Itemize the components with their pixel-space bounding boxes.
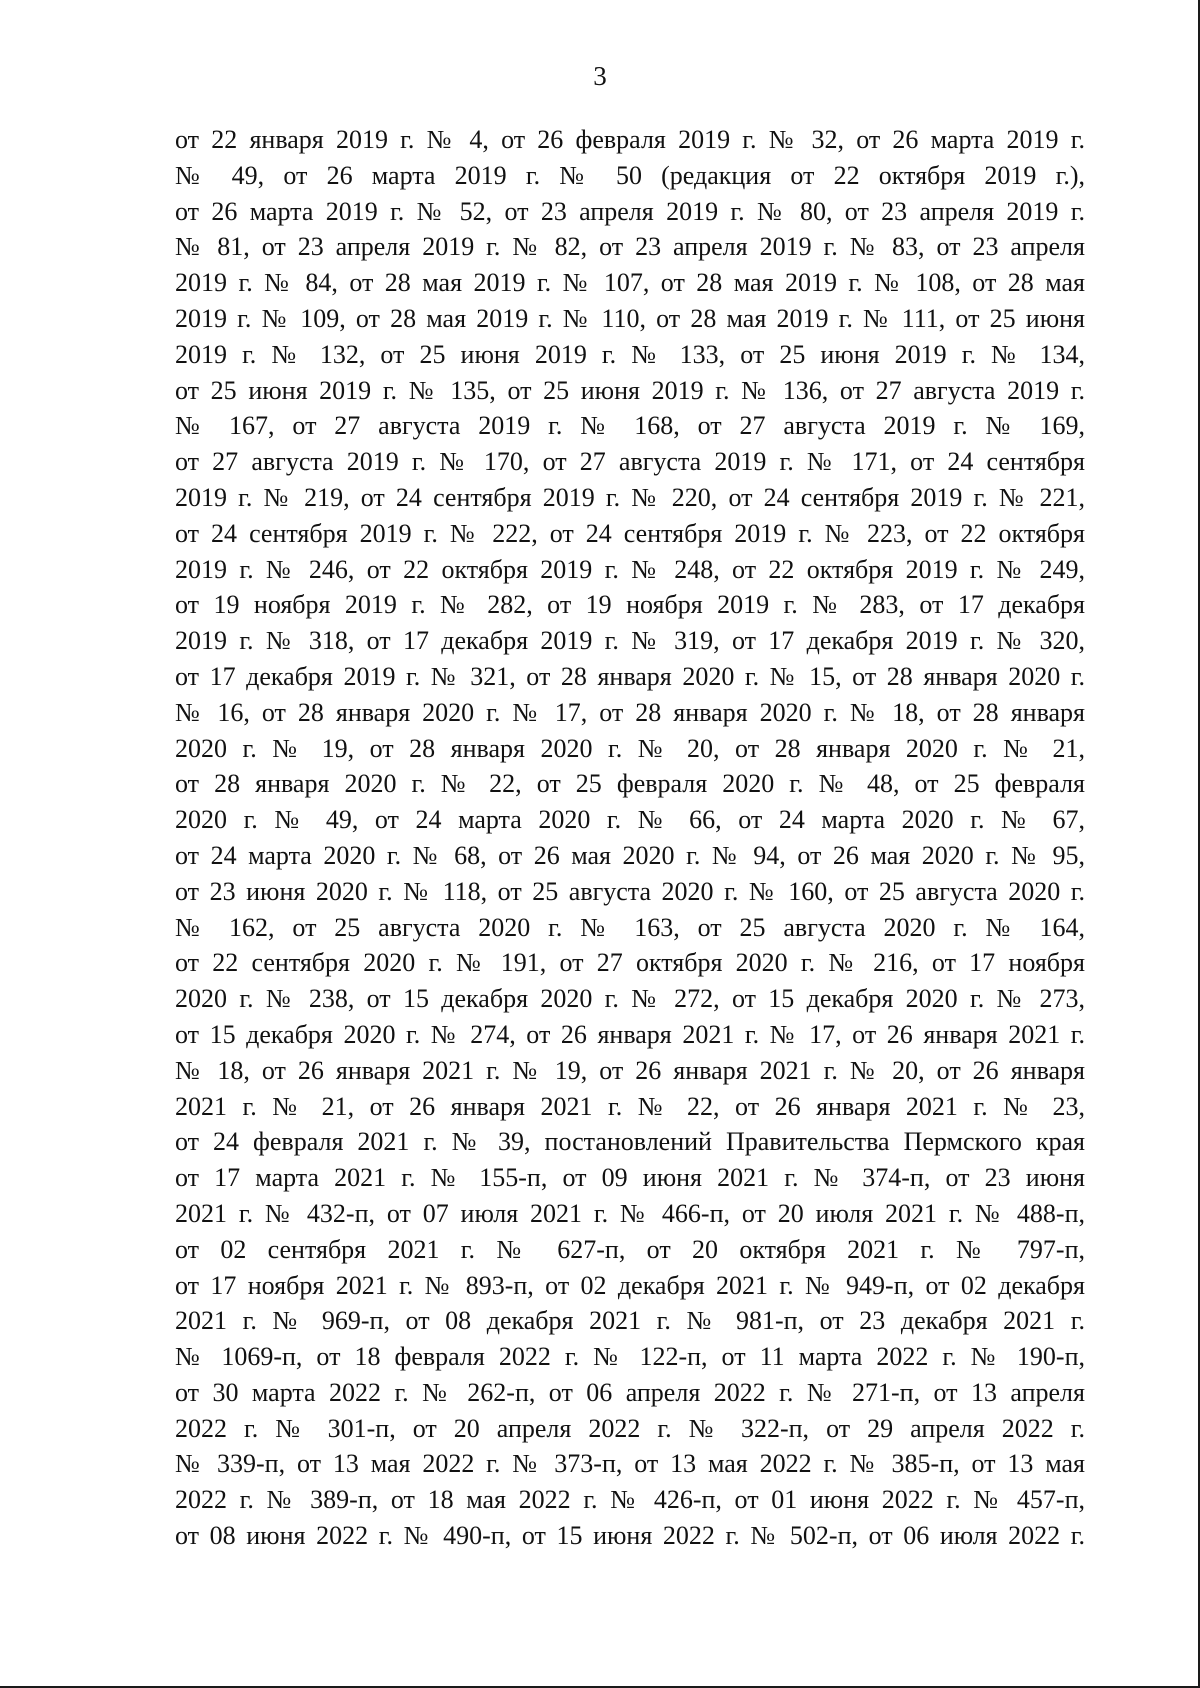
text-line: № 162, от 25 августа 2020 г. № 163, от 25 августа 2020 г. № 164,: [175, 912, 1085, 942]
text-line: от 22 сентября 2020 г. № 191, от 27 октября 2020 г. № 216, от 17 ноября: [175, 948, 1085, 978]
text-line: 2019 г. № 109, от 28 мая 2019 г. № 110, от 28 мая 2019 г. № 111, от 25 июня: [175, 303, 1085, 333]
text-line: 2021 г. № 969-п, от 08 декабря 2021 г. № 981-п, от 23 декабря 2021 г.: [175, 1306, 1085, 1336]
text-line: 2022 г. № 389-п, от 18 мая 2022 г. № 426-п, от 01 июня 2022 г. № 457-п,: [175, 1485, 1085, 1515]
text-line: № 49, от 26 марта 2019 г. № 50 (редакция от 22 октября 2019 г.),: [175, 160, 1085, 190]
text-line: от 17 декабря 2019 г. № 321, от 28 января 2020 г. № 15, от 28 января 2020 г.: [175, 661, 1085, 691]
text-line: от 28 января 2020 г. № 22, от 25 февраля 2020 г. № 48, от 25 февраля: [175, 769, 1085, 799]
page-number: 3: [593, 61, 607, 91]
text-line: 2020 г. № 19, от 28 января 2020 г. № 20, от 28 января 2020 г. № 21,: [175, 733, 1085, 763]
text-line: 2021 г. № 432-п, от 07 июля 2021 г. № 466-п, от 20 июля 2021 г. № 488-п,: [175, 1198, 1085, 1228]
text-line: от 02 сентября 2021 г. № 627-п, от 20 октября 2021 г. № 797-п,: [175, 1234, 1085, 1264]
text-line: 2019 г. № 246, от 22 октября 2019 г. № 248, от 22 октября 2019 г. № 249,: [175, 554, 1085, 584]
text-line: от 17 марта 2021 г. № 155-п, от 09 июня 2021 г. № 374-п, от 23 июня: [175, 1163, 1085, 1193]
text-line: № 167, от 27 августа 2019 г. № 168, от 27 августа 2019 г. № 169,: [175, 411, 1085, 441]
text-line: от 08 июня 2022 г. № 490-п, от 15 июня 2022 г. № 502-п, от 06 июля 2022 г.: [175, 1521, 1085, 1551]
text-line: от 24 сентября 2019 г. № 222, от 24 сентября 2019 г. № 223, от 22 октября: [175, 518, 1085, 548]
text-line: № 81, от 23 апреля 2019 г. № 82, от 23 апреля 2019 г. № 83, от 23 апреля: [175, 232, 1085, 262]
text-line: от 17 ноября 2021 г. № 893-п, от 02 декабря 2021 г. № 949-п, от 02 декабря: [175, 1270, 1085, 1300]
text-line: от 27 августа 2019 г. № 170, от 27 августа 2019 г. № 171, от 24 сентября: [175, 447, 1085, 477]
text-line: 2022 г. № 301-п, от 20 апреля 2022 г. № 322-п, от 29 апреля 2022 г.: [175, 1413, 1085, 1443]
document-body-text: [175, 122, 1085, 1554]
text-line: от 23 июня 2020 г. № 118, от 25 августа 2020 г. № 160, от 25 августа 2020 г.: [175, 876, 1085, 906]
text-line: № 16, от 28 января 2020 г. № 17, от 28 января 2020 г. № 18, от 28 января: [175, 697, 1085, 727]
text-line: от 19 ноября 2019 г. № 282, от 19 ноября 2019 г. № 283, от 17 декабря: [175, 590, 1085, 620]
text-line: от 24 февраля 2021 г. № 39, постановлений Правительства Пермского края: [175, 1127, 1085, 1157]
text-line: от 22 января 2019 г. № 4, от 26 февраля 2019 г. № 32, от 26 марта 2019 г.: [175, 125, 1085, 154]
text-line: от 30 марта 2022 г. № 262-п, от 06 апреля 2022 г. № 271-п, от 13 апреля: [175, 1377, 1085, 1407]
text-line: 2021 г. № 21, от 26 января 2021 г. № 22, от 26 января 2021 г. № 23,: [175, 1091, 1085, 1121]
text-line: № 1069-п, от 18 февраля 2022 г. № 122-п, от 11 марта 2022 г. № 190-п,: [175, 1342, 1085, 1372]
text-line: 2019 г. № 318, от 17 декабря 2019 г. № 319, от 17 декабря 2019 г. № 320,: [175, 626, 1085, 656]
text-line: 2020 г. № 49, от 24 марта 2020 г. № 66, от 24 марта 2020 г. № 67,: [175, 805, 1085, 835]
text-line: 2019 г. № 219, от 24 сентября 2019 г. № 220, от 24 сентября 2019 г. № 221,: [175, 482, 1085, 512]
text-line: 2020 г. № 238, от 15 декабря 2020 г. № 272, от 15 декабря 2020 г. № 273,: [175, 984, 1085, 1014]
text-line: от 26 марта 2019 г. № 52, от 23 апреля 2019 г. № 80, от 23 апреля 2019 г.: [175, 196, 1085, 226]
text-line: от 25 июня 2019 г. № 135, от 25 июня 2019 г. № 136, от 27 августа 2019 г.: [175, 375, 1085, 405]
text-line: 2019 г. № 84, от 28 мая 2019 г. № 107, от 28 мая 2019 г. № 108, от 28 мая: [175, 268, 1085, 298]
text-line: № 18, от 26 января 2021 г. № 19, от 26 января 2021 г. № 20, от 26 января: [175, 1055, 1085, 1085]
text-line: от 24 марта 2020 г. № 68, от 26 мая 2020 г. № 94, от 26 мая 2020 г. № 95,: [175, 840, 1085, 870]
text-line: 2019 г. № 132, от 25 июня 2019 г. № 133, от 25 июня 2019 г. № 134,: [175, 339, 1085, 369]
text-line: № 339-п, от 13 мая 2022 г. № 373-п, от 13 мая 2022 г. № 385-п, от 13 мая: [175, 1449, 1085, 1479]
text-line: от 15 декабря 2020 г. № 274, от 26 января 2021 г. № 17, от 26 января 2021 г.: [175, 1019, 1085, 1049]
